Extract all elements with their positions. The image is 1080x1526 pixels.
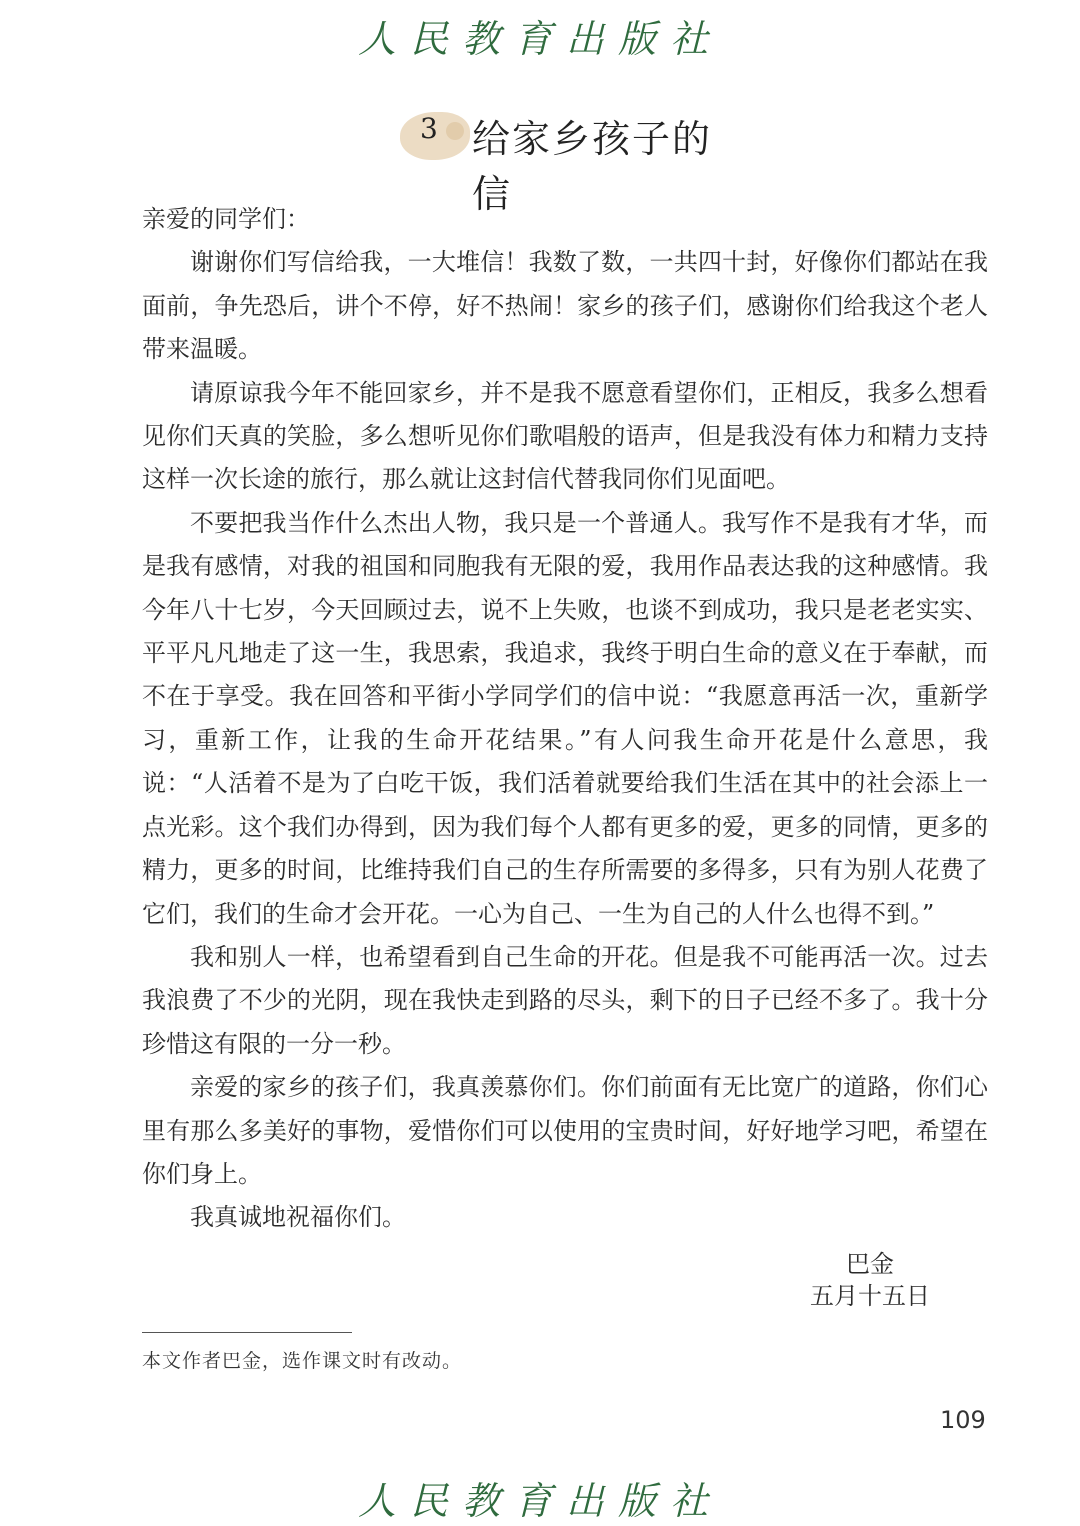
lesson-number: 3 xyxy=(420,112,438,145)
publisher-logo-bottom: 人民教育出版社 xyxy=(357,1479,722,1523)
letter-paragraph-3: 不要把我当作什么杰出人物，我只是一个普通人。我写作不是我有才华，而是我有感情，对我的祖国和同胞我有无限的爱，我用作品表达我的这种感情。我今年八十七岁，今天回顾过去，说不上失败，也谈不到成功，我只是老老实实、平平凡凡地走了这一生，我思索，我追求，我终于明白生命的意义在于奉献，而不在于享受。我在回答和平街小学同学们的信中说：“我愿意再活一次，重新学习，重新工作，让我的生命开花结果。”有人问我生命开花是什么意思，我说：“人活着不是为了白吃干饭，我们活着就要给我们生活在其中的社会添上一点光彩。这个我们办得到，因为我们每个人都有更多的爱，更多的同情，更多的精力，更多的时间，比维持我们自己的生存所需要的多得多，只有为别人花费了它们，我们的生命才会开花。一心为自己、一生为自己的人什么也得不到。” xyxy=(142,508,988,928)
letter-closing: 我真诚地祝福你们。 xyxy=(190,1203,406,1232)
publisher-logo-top: 人民教育出版社 xyxy=(357,17,722,61)
footnote-divider xyxy=(142,1332,352,1333)
letter-paragraph-1: 谢谢你们写信给我，一大堆信！我数了数，一共四十封，好像你们都站在我面前，争先恐后，讲个不停，好不热闹！家乡的孩子们，感谢你们给我这个老人带来温暖。 xyxy=(142,248,988,364)
letter-paragraph-4: 我和别人一样，也希望看到自己生命的开花。但是我不可能再活一次。过去我浪费了不少的光阴，现在我快走到路的尽头，剩下的日子已经不多了。我十分珍惜这有限的一分一秒。 xyxy=(142,942,988,1058)
letter-paragraph-2: 请原谅我今年不能回家乡，并不是我不愿意看望你们，正相反，我多么想看见你们天真的笑脸，多么想听见你们歌唱般的语声，但是我没有体力和精力支持这样一次长途的旅行，那么就让这封信代替我同你们见面吧。 xyxy=(142,378,988,494)
lesson-title-text: 给家乡孩子的信 xyxy=(472,117,713,216)
signature-name: 巴金 xyxy=(846,1250,894,1278)
signature-date: 五月十五日 xyxy=(810,1282,930,1310)
letter-salutation: 亲爱的同学们： xyxy=(142,205,310,233)
footnote: 本文作者巴金，选作课文时有改动。 xyxy=(142,1350,463,1372)
letter-body xyxy=(142,198,988,1240)
lesson-title xyxy=(390,108,750,216)
page-number: 109 xyxy=(940,1406,986,1434)
title-decoration-dot xyxy=(446,122,464,140)
letter-paragraph-5: 亲爱的家乡的孩子们，我真羡慕你们。你们前面有无比宽广的道路，你们心里有那么多美好的事物，爱惜你们可以使用的宝贵时间，好好地学习吧，希望在你们身上。 xyxy=(142,1073,988,1188)
